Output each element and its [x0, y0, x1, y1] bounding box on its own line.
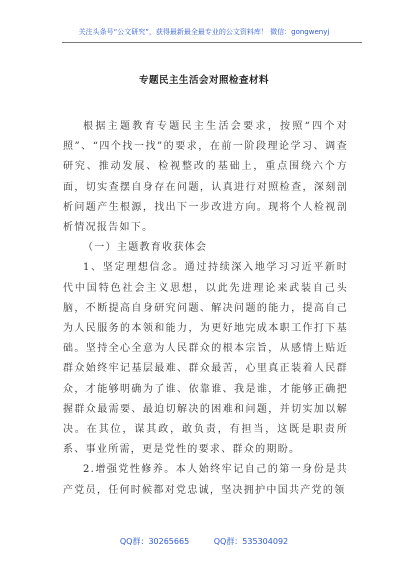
footer-contacts [0, 536, 408, 547]
footer-qq-group-2: QQ群：535304092 [213, 537, 289, 546]
document-title: 专题民主生活会对照检查材料 [138, 75, 269, 86]
body-paragraph: 2.增强党性修养。本人始终牢记自己的第一身份是共产党员，任何时候都对党忠诚，坚决拥护中国共产党的领 [63, 464, 348, 496]
header-banner: 关注头条号“公文研究”，获得最新最全最专业的公文资料库！ 微信：gongwenyj [78, 28, 330, 36]
header-divider [62, 42, 362, 43]
section-heading: （一）主题教育收获体会 [83, 242, 208, 254]
document-body [63, 117, 348, 501]
intro-paragraph: 根据主题教育专题民主生活会要求，按照“四个对照”、“四个找一找”的要求，在前一阶段理论学习、调查研究、推动发展、检视整改的基础上，重点围绕六个方面，切实查摆自身存在问题，认真进行对照检查，深刻剖析问题产生根源，找出下一步改进方向。现将个人检视剖析情况报告如下。 [63, 121, 348, 234]
footer-qq-group-1: QQ群：30265665 [119, 537, 190, 546]
body-paragraph: 1、坚定理想信念。通过持续深入地学习习近平新时代中国特色社会主义思想，以此先进理论来武装自己头脑，不断提高自身研究问题、解决问题的能力，提高自己为人民服务的本领和能力，为更好地完成本职工作打下基础。坚持全心全意为人民群众的根本宗旨，从感情上贴近群众始终牢记基层最难、群众最苦，心里真正装着人民群众，才能够明确为了谁、依靠谁、我是谁，才能够正确把握群众最需要、最迫切解决的困难和问题，并切实加以解决。在其位，谋其政，敢负责，有担当，这既是职责所系、事业所需，更是党性的要求、群众的期盼。 [63, 262, 348, 456]
